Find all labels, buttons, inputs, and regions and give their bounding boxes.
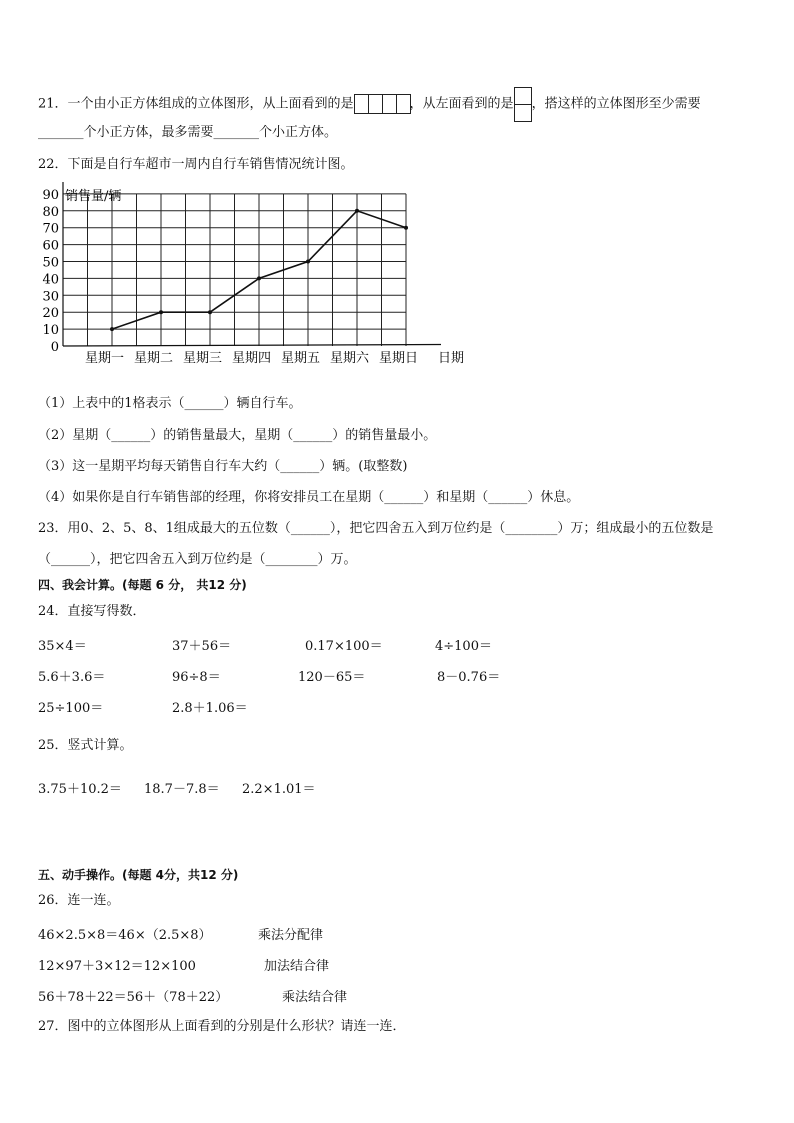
q26-left-2[interactable]: 12×97＋3×12＝12×100 bbox=[38, 959, 196, 974]
q22-sub2: （2）星期（______）的销售量最大，星期（______）的销售量最小。 bbox=[38, 428, 437, 443]
q26-right-1[interactable]: 乘法分配律 bbox=[258, 928, 324, 943]
section-4-heading: 四、我会计算。(每题 6 分， 共12 分) bbox=[38, 578, 247, 592]
q24-r1-c3: 0.17×100＝ bbox=[305, 639, 383, 654]
y-tick-label: 40 bbox=[42, 272, 59, 288]
x-tick-label: 星期六 bbox=[329, 351, 370, 366]
q21-text-b: ，从左面看到的是 bbox=[409, 96, 514, 112]
q24-r3-c2: 2.8＋1.06＝ bbox=[172, 701, 248, 716]
q24-r1-c4: 4÷100＝ bbox=[435, 639, 492, 654]
y-tick-label: 10 bbox=[42, 323, 59, 339]
q21-text-a: 21．一个由小正方体组成的立体图形，从上面看到的是 bbox=[38, 96, 354, 112]
y-tick-label: 70 bbox=[42, 221, 59, 237]
top-view-figure bbox=[354, 94, 410, 114]
q24-r1-c2: 37＋56＝ bbox=[172, 639, 232, 654]
q26-title: 26．连一连。 bbox=[38, 893, 120, 908]
q26-right-3[interactable]: 乘法结合律 bbox=[282, 990, 348, 1005]
x-tick-label: 星期三 bbox=[182, 351, 223, 366]
q24-r2-c2: 96÷8＝ bbox=[172, 670, 221, 685]
q26-right-2[interactable]: 加法结合律 bbox=[264, 959, 330, 974]
y-tick-label: 20 bbox=[42, 306, 59, 322]
data-point bbox=[159, 310, 163, 314]
q24-r2-c1: 5.6＋3.6＝ bbox=[38, 670, 106, 685]
y-tick-label: 60 bbox=[42, 238, 59, 254]
y-tick-label: 90 bbox=[42, 187, 59, 203]
q22-sub3: （3）这一星期平均每天销售自行车大约（______）辆。(取整数) bbox=[38, 459, 408, 474]
q26-left-3[interactable]: 56＋78＋22＝56＋（78＋22） bbox=[38, 990, 229, 1005]
x-axis-label: 日期 bbox=[438, 351, 465, 366]
q21-line2 bbox=[38, 124, 337, 142]
q24-r1-c1: 35×4＝ bbox=[38, 639, 87, 654]
left-view-figure bbox=[514, 87, 532, 121]
x-tick-label: 星期一 bbox=[84, 351, 125, 366]
q22-title: 22．下面是自行车超市一周内自行车销售情况统计图。 bbox=[38, 157, 354, 172]
x-tick-label: 星期日 bbox=[378, 351, 419, 366]
x-tick-label: 星期五 bbox=[280, 351, 321, 366]
q22-sub1: （1）上表中的1格表示（______）辆自行车。 bbox=[38, 396, 302, 411]
data-point bbox=[306, 260, 310, 264]
q24-r3-c1: 25÷100＝ bbox=[38, 701, 104, 716]
y-axis-label: 销售量/辆 bbox=[65, 189, 122, 204]
data-point bbox=[355, 209, 359, 213]
data-point bbox=[257, 276, 261, 280]
q25-title: 25．竖式计算。 bbox=[38, 738, 133, 753]
q21-blank-max[interactable]: _______个小正方体。 bbox=[213, 125, 338, 140]
y-tick-label: 30 bbox=[42, 289, 59, 305]
x-tick-label: 星期四 bbox=[231, 351, 272, 366]
sales-line-chart bbox=[30, 182, 490, 382]
x-tick-label: 星期二 bbox=[133, 351, 174, 366]
section-5-heading: 五、动手操作。(每题 4分，共12 分) bbox=[38, 868, 239, 882]
y-tick-label: 80 bbox=[42, 204, 59, 220]
y-tick-label: 0 bbox=[50, 340, 59, 355]
data-point bbox=[110, 327, 114, 331]
q23-line2: （______），把它四舍五入到万位约是（________）万。 bbox=[38, 552, 357, 567]
y-tick-label: 50 bbox=[42, 255, 59, 271]
q24-r2-c4: 8－0.76＝ bbox=[437, 670, 501, 685]
q23-line1: 23．用0、2、5、8、1组成最大的五位数（______），把它四舍五入到万位约是（________）万；组成最小的五位数是 bbox=[38, 521, 714, 536]
q24-title: 24．直接写得数． bbox=[38, 604, 146, 619]
q21-line1 bbox=[38, 87, 701, 121]
q26-left-1[interactable]: 46×2.5×8＝46×（2.5×8） bbox=[38, 928, 212, 943]
q25-item-1: 3.75＋10.2＝ bbox=[38, 782, 122, 797]
q27-title: 27．图中的立体图形从上面看到的分别是什么形状？请连一连． bbox=[38, 1019, 406, 1034]
data-point bbox=[404, 226, 408, 230]
q24-r2-c3: 120－65＝ bbox=[298, 670, 366, 685]
q25-item-3: 2.2×1.01＝ bbox=[242, 782, 316, 797]
q22-sub4: （4）如果你是自行车销售部的经理，你将安排员工在星期（______）和星期（______）休息。 bbox=[38, 490, 580, 505]
data-point bbox=[208, 310, 212, 314]
x-axis bbox=[63, 345, 441, 347]
q25-item-2: 18.7－7.8＝ bbox=[144, 782, 220, 797]
q21-text-c: ，搭这样的立体图形至少需要 bbox=[531, 96, 701, 112]
q21-blank-min[interactable]: _______个小正方体，最多需要 bbox=[38, 125, 214, 140]
